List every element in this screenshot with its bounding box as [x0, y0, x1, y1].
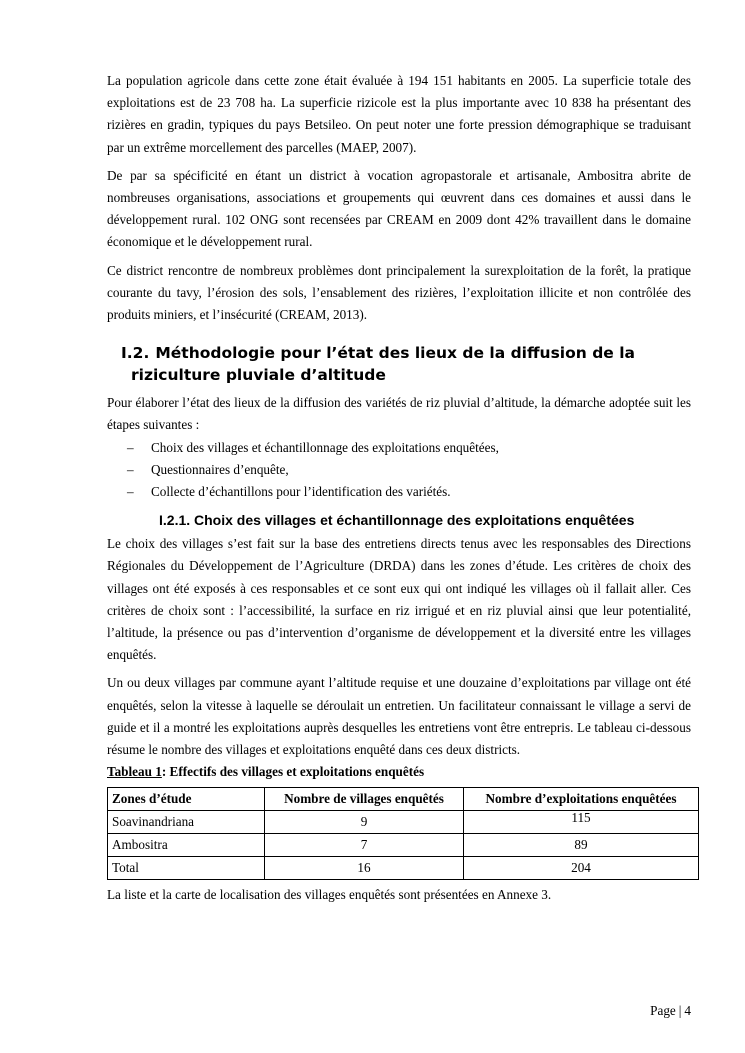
list-item: – Questionnaires d’enquête,: [127, 459, 691, 481]
table-row: [108, 834, 699, 857]
paragraph-population: La population agricole dans cette zone était évaluée à 194 151 habitants en 2005. La superficie totale des exploitations est de 23 708 ha. La superficie rizicole est la plus importante avec 10 838 ha présentant des rizières en gradin, typiques du pays Betsileo. On peut noter une forte pression démographique se traduisant par un extrême morcellement des parcelles (MAEP, 2007).: [107, 73, 691, 155]
header-exploitations: Nombre d’exploitations enquêtées: [464, 788, 699, 811]
footer-separator: |: [678, 1003, 682, 1018]
list-item: – Choix des villages et échantillonnage des exploitations enquêtées,: [127, 437, 691, 459]
survey-table: [107, 787, 699, 880]
subsection-heading: I.2.1. Choix des villages et échantillonnage des exploitations enquêtées: [159, 512, 635, 529]
paragraph-sampling: Un ou deux villages par commune ayant l’altitude requise et une douzaine d’exploitations par village ont été enquêtés, selon la vitesse à laquelle se déroulait un entretien. Un facilitateur connaissant le village a servi de guide et il a montré les exploitations auprès desquelles les entretiens vont être entrepris. Le tableau ci-dessous résume le nombre des villages et exploitations enquêté dans ces deux districts.: [107, 675, 691, 758]
table-caption: [107, 763, 691, 781]
section-number: I.2.: [121, 344, 150, 363]
paragraph-village-choice: Le choix des villages s’est fait sur la base des entretiens directs tenus avec les responsables des Directions Régionales du Développement de l’Agriculture (DRDA) dans les zones d’étude. Les critères de choix des villages ont été exposés à ces responsables et ce sont eux qui ont indiqué les villages où il fallait aller. Ces critères de choix sont : l’accessibilité, la surface en riz irrigué et en riz pluvial ainsi que leur potentialité, l’altitude, la présence ou pas d’intervention d’organisme de développement et la diversité entre les villages enquêtés.: [107, 536, 691, 663]
table-header-row: [108, 788, 699, 811]
section-heading: [121, 342, 691, 386]
table-row: [108, 857, 699, 880]
paragraph-ambositra: De par sa spécificité en étant un district à vocation agropastorale et artisanale, Ambositra abrite de nombreuses organisations, associations et groupements qui œuvrent dans ces domaines et aussi dans le développement rural. 102 ONG sont recensées par CREAM en 2009 dont 42% travaillent dans le domaine économique et le développement rural.: [107, 167, 691, 250]
section-title-line1: Méthodologie pour l’état des lieux de la diffusion de la: [155, 344, 635, 363]
cell-zone: Soavinandriana: [108, 811, 265, 834]
paragraph-problems: Ce district rencontre de nombreux problèmes dont principalement la surexploitation de la forêt, la pratique courante du tavy, l’érosion des sols, l’ensablement des rizières, l’exploitation illicite et non contrôlée des produits miniers, et l’insécurité (CREAM, 2013).: [107, 262, 691, 323]
cell-villages: 16: [265, 857, 464, 880]
section-title-line2: riziculture pluviale d’altitude: [131, 366, 386, 385]
footer-label: Page: [650, 1003, 676, 1018]
header-villages: Nombre de villages enquêtés: [265, 788, 464, 811]
cell-exploitations: 89: [464, 834, 699, 857]
page-footer: [650, 1003, 691, 1019]
cell-villages: 7: [265, 834, 464, 857]
cell-zone: Total: [108, 857, 265, 880]
table-row: [108, 811, 699, 834]
cell-exploitations: 204: [464, 857, 699, 880]
cell-zone: Ambositra: [108, 834, 265, 857]
steps-list: [127, 437, 691, 504]
table-caption-text: : Effectifs des villages et exploitations enquêtés: [161, 764, 425, 780]
document-page: [107, 70, 691, 912]
cell-exploitations: 115: [464, 811, 699, 834]
section-intro: Pour élaborer l’état des lieux de la diffusion des variétés de riz pluvial d’altitude, la démarche adoptée suit les étapes suivantes :: [107, 395, 691, 433]
cell-villages: 9: [265, 811, 464, 834]
page-number: 4: [684, 1003, 691, 1018]
list-item: – Collecte d’échantillons pour l’identification des variétés.: [127, 481, 691, 503]
closing-paragraph: La liste et la carte de localisation des villages enquêtés sont présentées en Annexe 3.: [107, 887, 552, 903]
table-caption-label: Tableau 1: [107, 764, 162, 780]
header-zones: Zones d’étude: [108, 788, 265, 811]
